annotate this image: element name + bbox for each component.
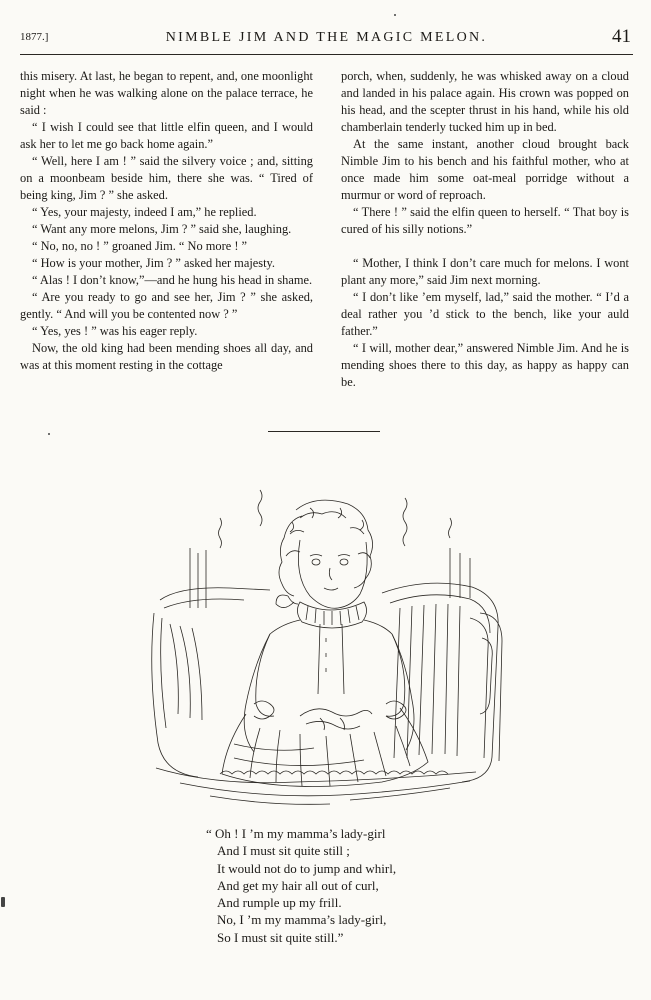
paragraph: “ Yes, your majesty, indeed I am,” he replied. xyxy=(32,205,257,219)
print-speck xyxy=(394,14,396,16)
paragraph: Now, the old king had been mending shoes all day, and was at this moment resting in the cottage xyxy=(20,341,313,372)
header-year: 1877.] xyxy=(20,31,49,43)
poem-line: It would not do to jump and whirl, xyxy=(217,860,397,876)
print-speck xyxy=(1,897,5,907)
page-number: 41 xyxy=(612,26,631,47)
paragraph: At the same instant, another cloud brought back Nimble Jim to his bench and his faithful mother, who at once made him some oat-meal porridge without a murmur or word of reproach. xyxy=(341,137,629,202)
header-title: NIMBLE JIM AND THE MAGIC MELON. xyxy=(165,30,488,45)
paragraph: “ No, no, no ! ” groaned Jim. “ No more ! ” xyxy=(32,239,248,253)
paragraph: “ I will, mother dear,” answered Nimble Jim. And he is mending shoes there to this day, as happy as happy can be. xyxy=(341,341,629,389)
poem-line: And rumple up my frill. xyxy=(217,895,342,911)
paragraph: “ How is your mother, Jim ? ” asked her majesty. xyxy=(32,256,276,270)
section-divider xyxy=(268,431,380,432)
paragraph: “ Yes, yes ! ” was his eager reply. xyxy=(32,324,198,338)
poem-line: So I must sit quite still.” xyxy=(217,929,344,945)
poem xyxy=(206,825,396,946)
poem-line: And I must sit quite still ; xyxy=(217,843,350,859)
girl-on-sofa-illustration xyxy=(150,478,505,813)
poem-line: No, I ’m my mamma’s lady-girl, xyxy=(217,912,387,928)
paragraph: “ I don’t like ’em myself, lad,” said the mother. “ I’d a deal rather you ’d stick to the bench, like your auld father.” xyxy=(341,290,629,338)
poem-line: And get my hair all out of curl, xyxy=(217,877,379,893)
poem-line: “ Oh ! I ’m my mamma’s lady-girl xyxy=(206,826,386,841)
paragraph: “ Well, here I am ! ” said the silvery voice ; and, sitting on a moonbeam beside him, there she was. “ Tired of being king, Jim ? ” she asked. xyxy=(20,154,313,202)
paragraph: “ Want any more melons, Jim ? ” said she, laughing. xyxy=(32,222,292,236)
paragraph: “ Alas ! I don’t know,”—and he hung his head in shame. xyxy=(32,273,313,287)
paragraph: “ I wish I could see that little elfin queen, and I would ask her to let me go back home again.” xyxy=(20,120,313,151)
left-text-column xyxy=(20,68,313,374)
running-header xyxy=(20,26,633,55)
paragraph: “ Are you ready to go and see her, Jim ? ” she asked, gently. “ And will you be contented now ? ” xyxy=(20,290,313,321)
paragraph: “ There ! ” said the elfin queen to herself. “ That boy is cured of his silly notions.” xyxy=(341,205,629,236)
paragraph: “ Mother, I think I don’t care much for melons. I wont plant any more,” said Jim next morning. xyxy=(341,256,629,287)
right-text-column xyxy=(341,68,629,391)
print-speck xyxy=(48,433,50,435)
paragraph: porch, when, suddenly, he was whisked away on a cloud and landed in his palace again. His crown was popped on his head, and the scepter thrust in his hand, while his old chamberlain tenderly tucked him up in bed. xyxy=(341,69,629,134)
paragraph: this misery. At last, he began to repent, and, one moonlight night when he was walking alone on the palace terrace, he said : xyxy=(20,69,313,117)
